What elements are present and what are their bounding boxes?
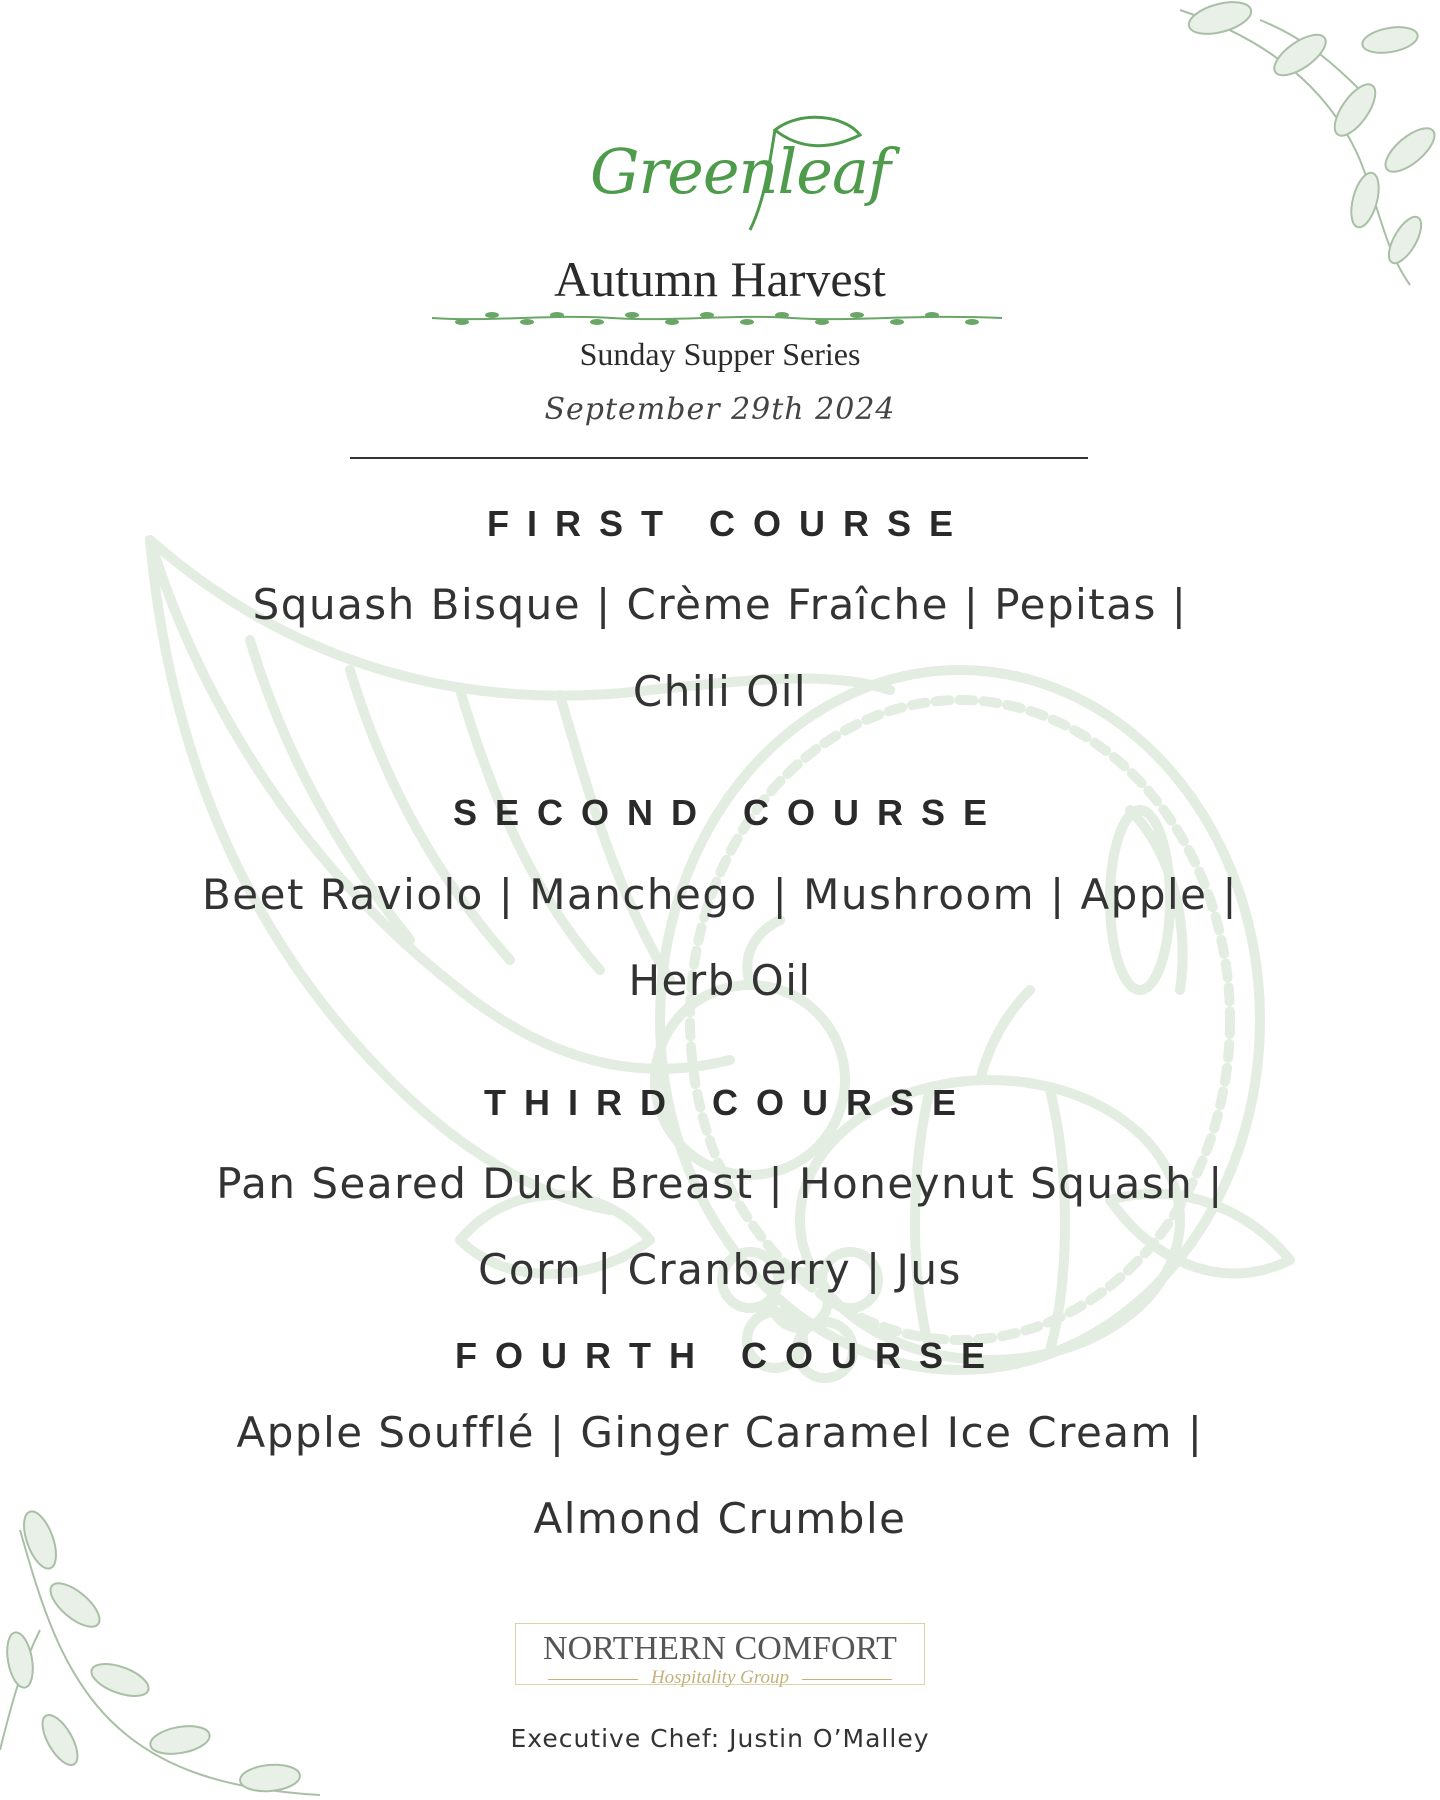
course-fourth-line-2: Almond Crumble [533, 1494, 907, 1543]
course-first-line-2: Chili Oil [632, 667, 808, 716]
header-divider [350, 457, 1088, 459]
partner-logo-subtitle: Hospitality Group [650, 1667, 790, 1688]
event-title: Autumn Harvest [554, 251, 886, 307]
course-third-line-1: Pan Seared Duck Breast | Honeynut Squash | [216, 1159, 1224, 1208]
course-title-first: FIRST COURSE [486, 503, 971, 544]
event-date: September 29th 2024 [544, 392, 896, 427]
executive-chef-credit: Executive Chef: Justin O’Malley [510, 1724, 930, 1753]
vine-corner-top-right-icon [1110, 0, 1440, 290]
course-title-third: THIRD COURSE [483, 1082, 974, 1123]
course-second-line-1: Beet Raviolo | Manchego | Mushroom | Apple | [201, 870, 1239, 919]
event-series: Sunday Supper Series [579, 336, 861, 372]
course-third-line-2: Corn | Cranberry | Jus [478, 1245, 962, 1294]
partner-logo-name: NORTHERN COMFORT [543, 1630, 897, 1667]
course-title-second: SECOND COURSE [452, 792, 1006, 833]
course-fourth-line-1: Apple Soufflé | Ginger Caramel Ice Cream | [236, 1408, 1204, 1457]
partner-logo-line-right [802, 1679, 892, 1680]
vine-corner-bottom-left-icon [0, 1510, 330, 1800]
course-first-line-1: Squash Bisque | Crème Fraîche | Pepitas | [252, 580, 1188, 629]
course-second-line-2: Herb Oil [628, 956, 812, 1005]
course-title-fourth: FOURTH COURSE [455, 1335, 1003, 1376]
vine-divider-icon [432, 306, 1002, 336]
brand-logo-text: Greenleaf [590, 135, 890, 208]
